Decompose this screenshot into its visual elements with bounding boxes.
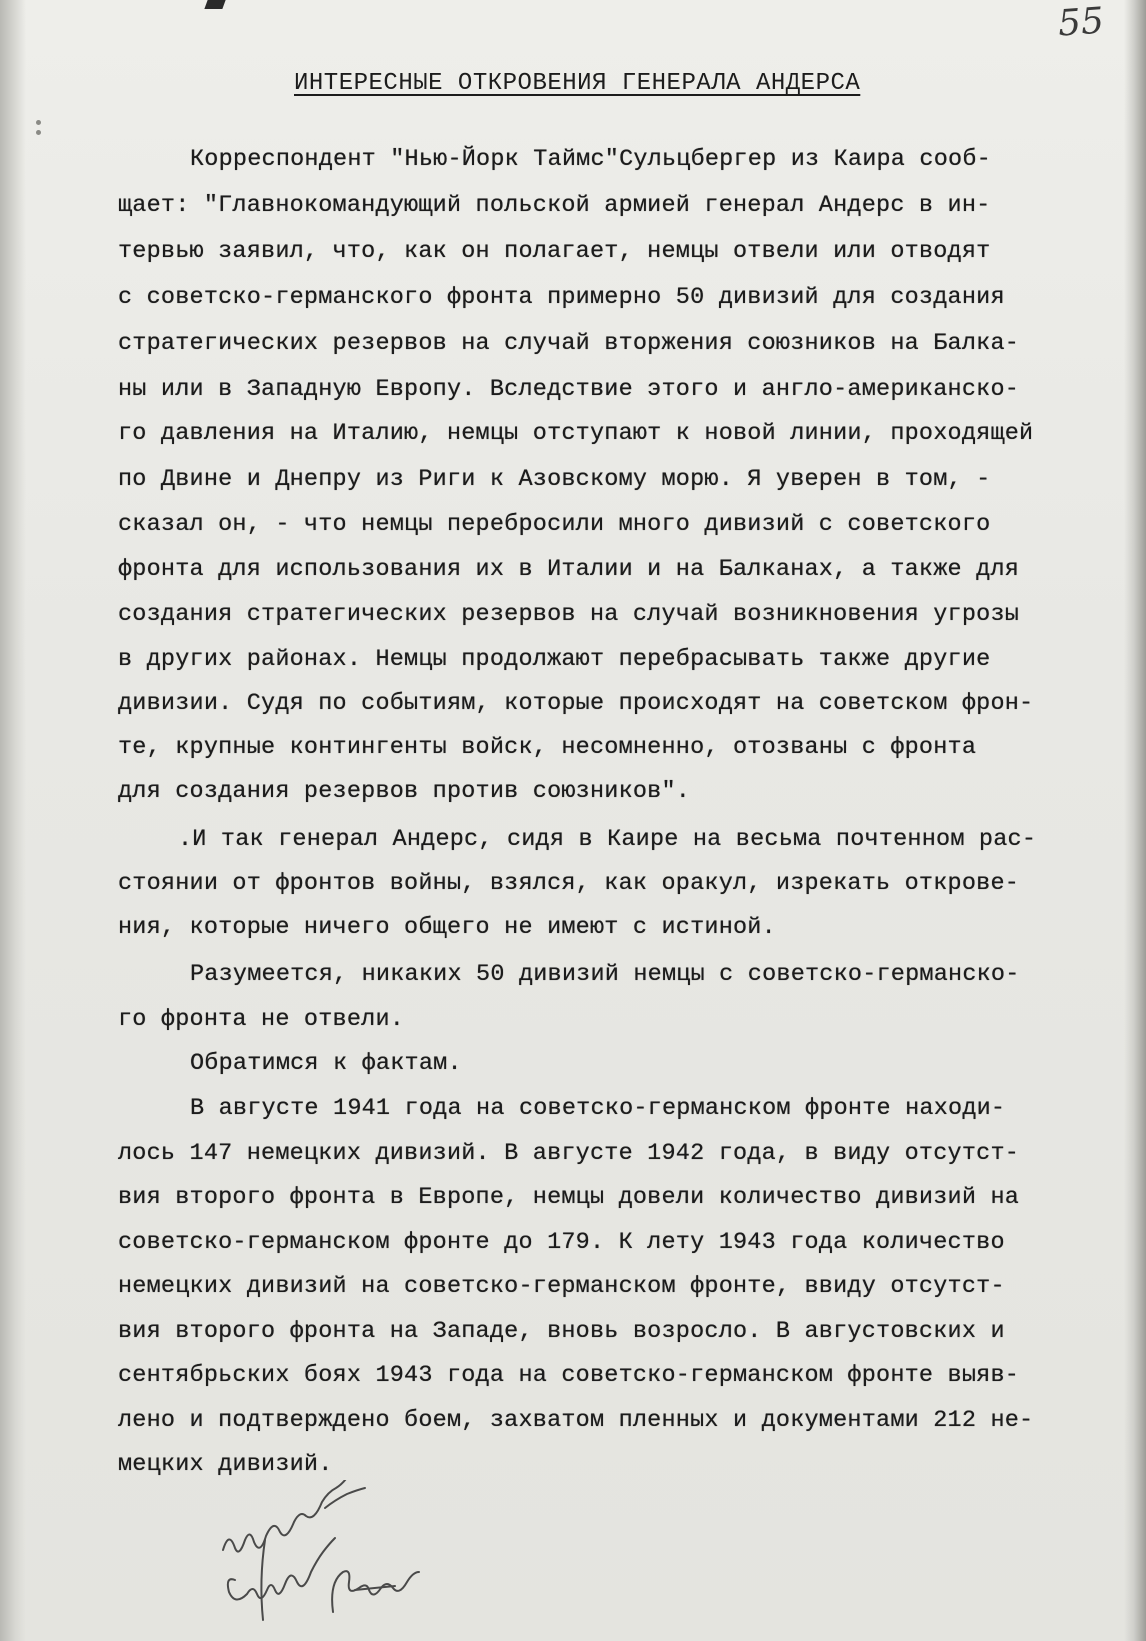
- text-line: го фронта не отвели.: [118, 1006, 405, 1033]
- text-line: немецких дивизий на советско-германском фронте, ввиду отсутст-: [118, 1273, 1005, 1300]
- text-line: .И так генерал Андерс, сидя в Каире на весьма почтенном рас-: [178, 826, 1037, 853]
- text-line: го давления на Италию, немцы отступают к новой линии, проходящей: [118, 420, 1034, 447]
- signature-stroke: [228, 1538, 335, 1600]
- text-line: Разумеется, никаких 50 дивизий немцы с советско-германско-: [190, 961, 1020, 988]
- text-line: сказал он, - что немцы перебросили много дивизий с советского: [118, 511, 991, 538]
- text-line: вия второго фронта в Европе, немцы довели количество дивизий на: [118, 1184, 1020, 1211]
- text-line: лено и подтверждено боем, захватом пленных и документами 212 не-: [118, 1407, 1034, 1434]
- text-line: Обратимся к фактам.: [190, 1050, 462, 1077]
- text-line: тервью заявил, что, как он полагает, немцы отвели или отводят: [118, 238, 991, 265]
- text-line: лось 147 немецких дивизий. В августе 1942 года, в виду отсутст-: [118, 1140, 1020, 1167]
- text-line: по Двине и Днепру из Риги к Азовскому морю. Я уверен в том, -: [118, 466, 991, 493]
- text-line: сентябрьских боях 1943 года на советско-германском фронте выяв-: [118, 1362, 1020, 1389]
- text-line: ния, которые ничего общего не имеют с истиной.: [118, 914, 776, 941]
- text-line: с советско-германского фронта примерно 50 дивизий для создания: [118, 284, 1005, 311]
- page-number: 55: [1056, 0, 1106, 45]
- text-line: в других районах. Немцы продолжают перебрасывать также другие: [118, 646, 991, 673]
- text-line: советско-германском фронте до 179. К лету 1943 года количество: [118, 1229, 1005, 1256]
- text-line: создания стратегических резервов на случай возникновения угрозы: [118, 601, 1020, 628]
- text-line: В августе 1941 года на советско-германском фронте находи-: [190, 1095, 1006, 1122]
- text-line: мецких дивизий.: [118, 1451, 333, 1478]
- text-line: вия второго фронта на Западе, вновь возросло. В августовских и: [118, 1318, 1005, 1345]
- handwritten-signatures: [205, 1480, 485, 1630]
- text-line: Корреспондент "Нью-Йорк Таймс"Сульцбергер из Каира сооб-: [190, 146, 991, 173]
- document-title: ИНТЕРЕСНЫЕ ОТКРОВЕНИЯ ГЕНЕРАЛА АНДЕРСА: [294, 70, 861, 97]
- text-line: фронта для использования их в Италии и на Балканах, а также для: [118, 556, 1020, 583]
- text-line: дивизии. Судя по событиям, которые происходят на советском фрон-: [118, 690, 1034, 717]
- signature-stroke: [223, 1480, 368, 1552]
- text-line: те, крупные контингенты войск, несомненно, отозваны с фронта: [118, 734, 977, 761]
- text-line: стратегических резервов на случай вторжения союзников на Балка-: [118, 330, 1020, 357]
- text-line: ны или в Западную Европу. Вследствие этого и англо-американско-: [118, 376, 1020, 403]
- signature-stroke: [261, 1540, 265, 1620]
- text-line: для создания резервов против союзников".: [118, 778, 691, 805]
- text-line: щает: "Главнокомандующий польской армией генерал Андерс в ин-: [118, 192, 991, 219]
- text-line: стоянии от фронтов войны, взялся, как оракул, изрекать открове-: [118, 870, 1020, 897]
- signature-stroke: [332, 1571, 419, 1612]
